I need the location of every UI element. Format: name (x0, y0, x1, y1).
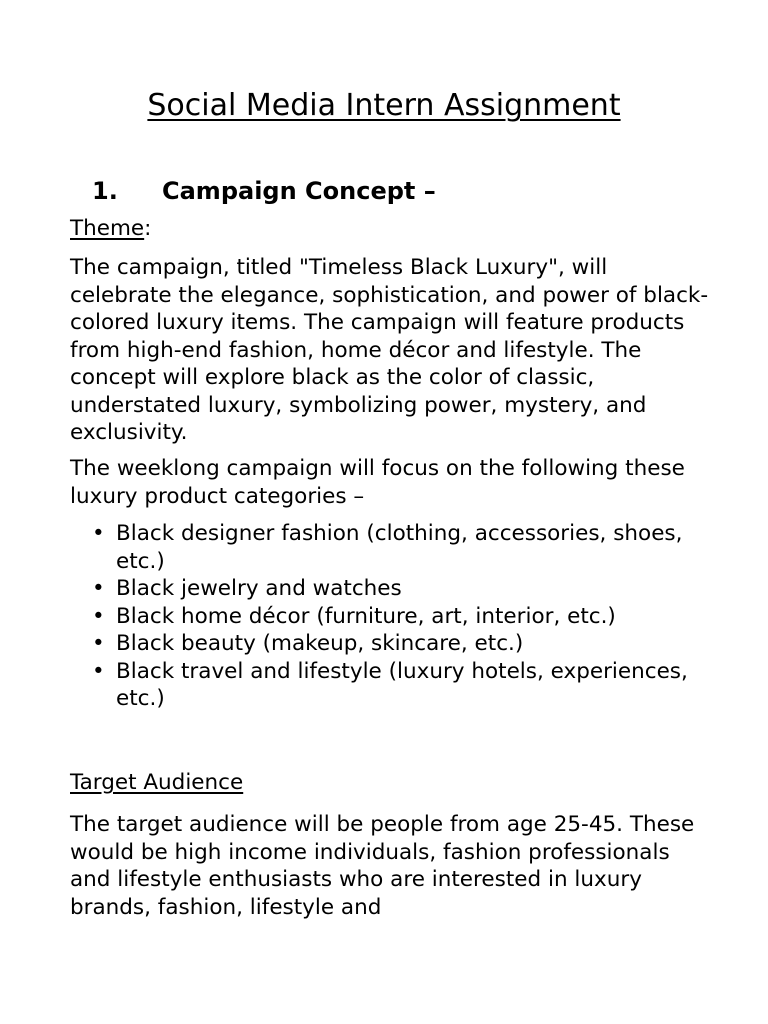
campaign-description-paragraph: The campaign, titled "Timeless Black Luxury", will celebrate the elegance, sophistication, and power of black-colored luxury items. The campaign will feature products from high-end fashion, home décor and lifestyle. The concept will explore black as the color of classic, understated luxury, symbolizing power, mystery, and exclusivity. (70, 255, 709, 445)
list-item (70, 630, 710, 658)
list-item-text: Black jewelry and watches (116, 576, 402, 601)
section-heading-text: Campaign Concept – (162, 177, 436, 205)
section-heading (92, 174, 436, 208)
theme-label-line (70, 215, 710, 243)
document-title (0, 86, 768, 126)
list-item (70, 575, 710, 603)
list-item (70, 520, 710, 575)
list-item-text: Black home décor (furniture, art, interior, etc.) (116, 603, 616, 629)
theme-label: Theme (70, 216, 145, 241)
document-title-text: Social Media Intern Assignment (147, 88, 621, 123)
list-item-text: Black travel and lifestyle (luxury hotels, experiences, etc.) (116, 658, 688, 711)
target-audience-label: Target Audience (70, 770, 244, 795)
product-category-list (70, 520, 710, 713)
list-item-text: Black designer fashion (clothing, accessories, shoes, etc.) (116, 521, 683, 574)
bullet-icon: • (92, 658, 105, 684)
section-number: 1. (92, 177, 118, 205)
theme-colon: : (144, 216, 152, 241)
list-item-text: Black beauty (makeup, skincare, etc.) (116, 631, 524, 656)
bullet-icon: • (92, 521, 105, 546)
list-item (70, 658, 710, 713)
bullet-icon: • (92, 603, 105, 629)
target-audience-paragraph: The target audience will be people from age 25-45. These would be high income individuals, fashion professionals and lifestyle enthusiasts who are interested in luxury brands, fashion, lifestyle and (70, 812, 695, 920)
bullet-icon: • (92, 576, 105, 601)
list-item (70, 603, 710, 631)
bullet-icon: • (92, 631, 105, 656)
campaign-focus-paragraph: The weeklong campaign will focus on the following these luxury product categories – (70, 456, 685, 509)
target-audience-heading (70, 769, 710, 797)
